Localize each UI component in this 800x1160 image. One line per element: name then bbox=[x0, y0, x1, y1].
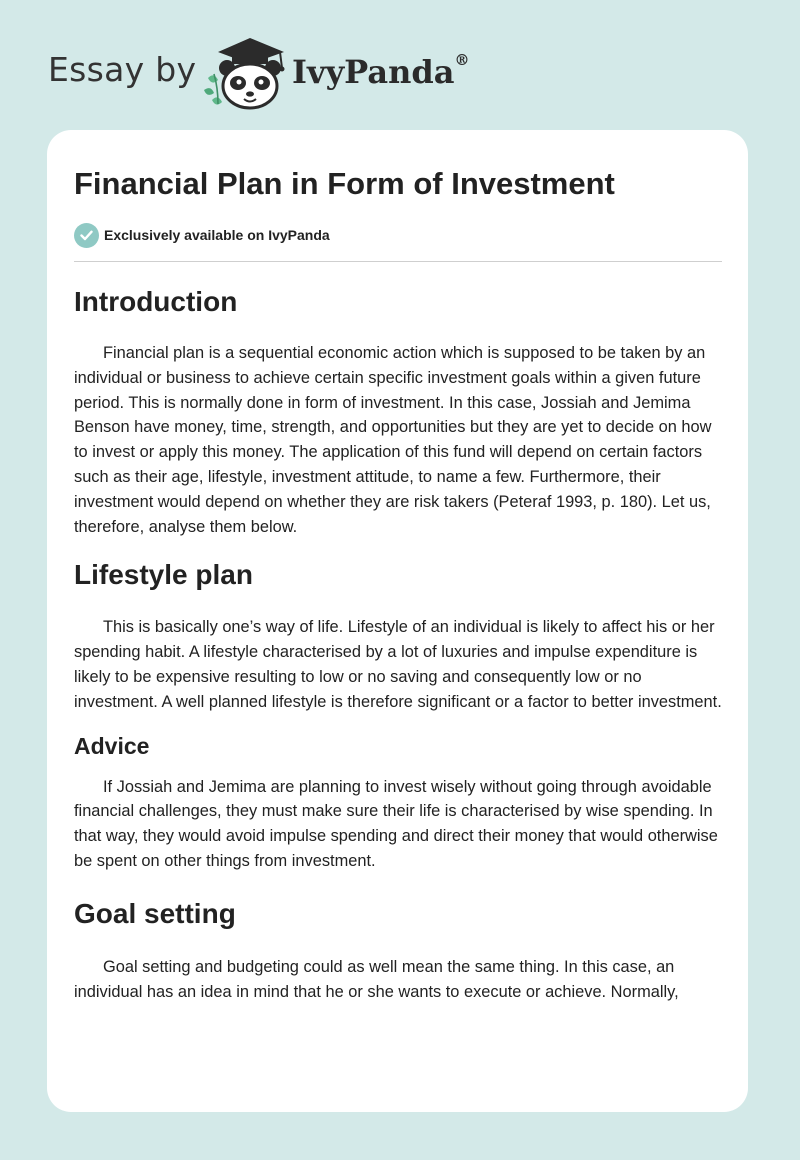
section-heading-goal-setting: Goal setting bbox=[74, 897, 236, 929]
section-paragraph-goal-setting: Goal setting and budgeting could as well mean the same thing. In this case, an individual has an idea in mind that he or she wants to execute or achieve. Normally, bbox=[74, 957, 679, 1001]
exclusive-badge bbox=[74, 222, 330, 248]
page-title: Financial Plan in Form of Investment bbox=[74, 166, 615, 201]
section-paragraph-introduction: Financial plan is a sequential economic action which is supposed to be taken by an individual or business to achieve certain specific investment goals within a given future period. This is normally done in form of investment. In this case, Jossiah and Jemima Benson have money, time, strength, and opportunities but they are yet to decide on how to invest or apply this money. The application of this fund will depend on certain factors such as their age, lifestyle, investment attitude, to name a few. Furthermore, their investment would depend on whether they are risk takers (Peteraf 1993, p. 180). Let us, therefore, analyse them below. bbox=[74, 344, 712, 536]
essay-card bbox=[47, 130, 748, 1112]
section-paragraph-lifestyle-plan: This is basically one’s way of life. Lifestyle of an individual is likely to affect his or her spending habit. A lifestyle characterised by a lot of luxuries and impulse expenditure is likely to be expensive resulting to low or no saving and consequently low or no investment. A well planned lifestyle is therefore significant or a factor to better investment. bbox=[74, 618, 722, 711]
check-circle-icon bbox=[74, 223, 99, 248]
brand-name[interactable] bbox=[292, 53, 469, 91]
exclusive-label: Exclusively available on IvyPanda bbox=[104, 227, 330, 243]
essay-by-label: Essay by bbox=[48, 50, 197, 89]
registered-mark: ® bbox=[454, 51, 470, 70]
section-heading-lifestyle-plan: Lifestyle plan bbox=[74, 559, 253, 591]
section-paragraph-advice: If Jossiah and Jemima are planning to invest wisely without going through avoidable financial challenges, they must make sure their life is characterised by wise spending. In that way, they would avoid impulse spending and direct their money that would otherwise be spent on other things from investment. bbox=[74, 777, 718, 870]
brand-name-text: IvyPanda bbox=[292, 53, 455, 91]
ivypanda-logo-icon[interactable] bbox=[200, 34, 292, 110]
site-header bbox=[0, 0, 800, 130]
title-divider bbox=[74, 261, 722, 262]
section-heading-introduction: Introduction bbox=[74, 286, 238, 317]
essay-body bbox=[74, 280, 724, 1004]
section-heading-advice: Advice bbox=[74, 732, 150, 759]
